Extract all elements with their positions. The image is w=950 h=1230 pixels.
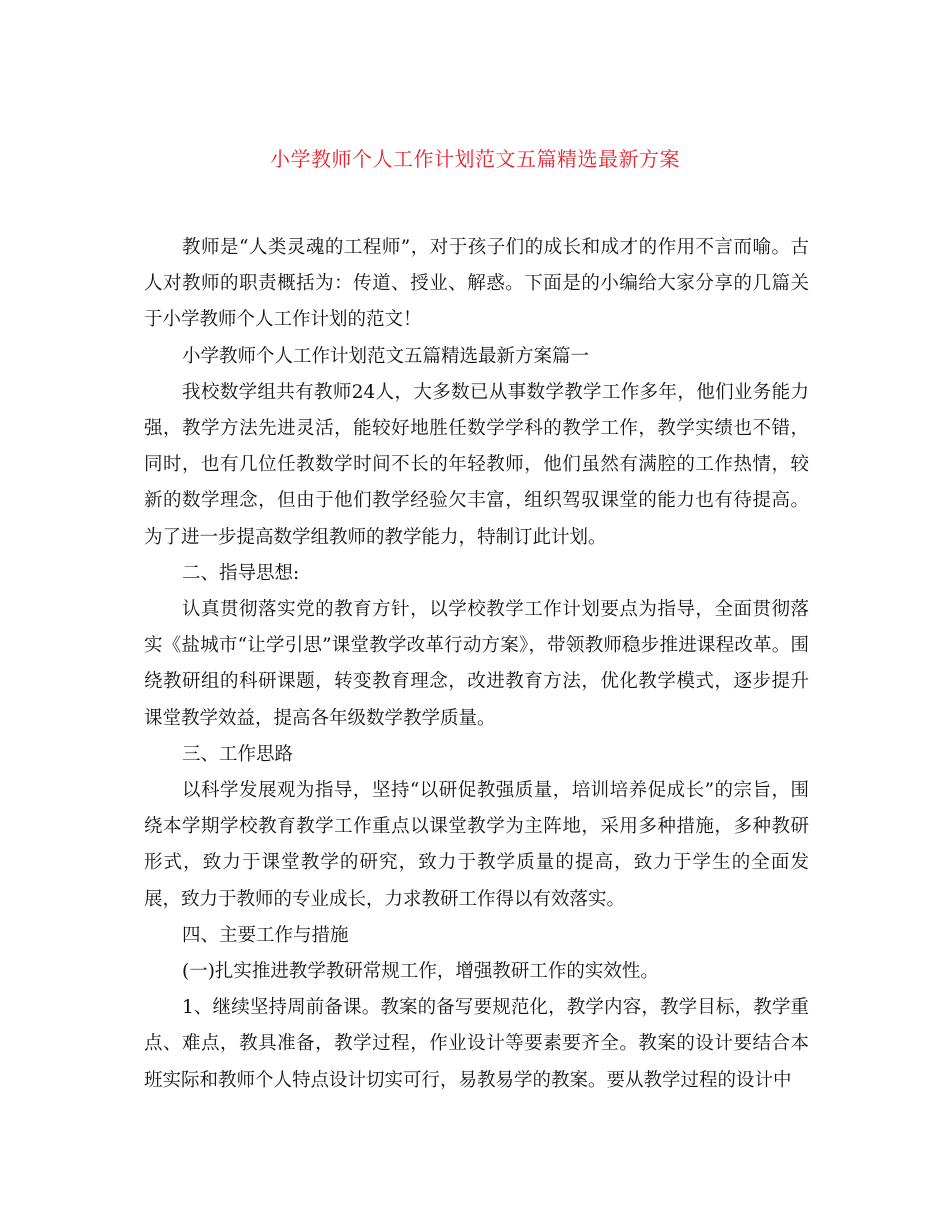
document-title: 小学教师个人工作计划范文五篇精选最新方案 — [270, 147, 680, 171]
paragraph-guiding-ideology: 认真贯彻落实党的教育方针，以学校教学工作计划要点为指导，全面贯彻落实《盐城市“让学引思”课堂教学改革行动方案》，带领教师稳步推进课程改革。围绕教研组的科研课题，转变教育理念，改进教育方法，优化教学模式，逐步提升课堂教学效益，提高各年级数学教学质量。 — [144, 599, 809, 729]
section-heading-guiding-ideology: 二、指导思想: — [182, 562, 300, 584]
paragraph-background: 我校数学组共有教师24人，大多数已从事数学教学工作多年，他们业务能力强，教学方法先进灵活，能较好地胜任数学学科的教学工作，教学实绩也不错，同时，也有几位任教数学时间不长的年轻教师，他们虽然有满腔的工作热情，较新的数学理念，但由于他们教学经验欠丰富，组织驾驭课堂的能力也有待提高。为了进一步提高数学组教师的教学能力，特制订此计划。 — [144, 381, 809, 548]
paragraph-intro: 教师是“人类灵魂的工程师”，对于孩子们的成长和成才的作用不言而喻。古人对教师的职责概括为：传道、授业、解惑。下面是的小编给大家分享的几篇关于小学教师个人工作计划的范文！ — [144, 237, 809, 331]
section-heading-work-approach: 三、工作思路 — [182, 743, 294, 765]
section-heading-main-measures: 四、主要工作与措施 — [182, 924, 349, 946]
document-body — [144, 230, 809, 1099]
subsection-heading-routine-work: (一)扎实推进教学教研常规工作，增强教研工作的实效性。 — [182, 961, 659, 983]
section-heading-part-one: 小学教师个人工作计划范文五篇精选最新方案篇一 — [182, 345, 590, 367]
paragraph-work-approach: 以科学发展观为指导，坚持“以研促教强质量，培训培养促成长”的宗旨，围绕本学期学校教育教学工作重点以课堂教学为主阵地，采用多种措施，多种教研形式，致力于课堂教学的研究，致力于教学质量的提高，致力于学生的全面发展，致力于教师的专业成长，力求教研工作得以有效落实。 — [144, 780, 809, 910]
paragraph-lesson-preparation: 1、继续坚持周前备课。教案的备写要规范化，教学内容，教学目标，教学重点、难点，教具准备，教学过程，作业设计等要素要齐全。教案的设计要结合本班实际和教师个人特点设计切实可行，易教易学的教案。要从教学过程的设计中 — [144, 997, 809, 1091]
